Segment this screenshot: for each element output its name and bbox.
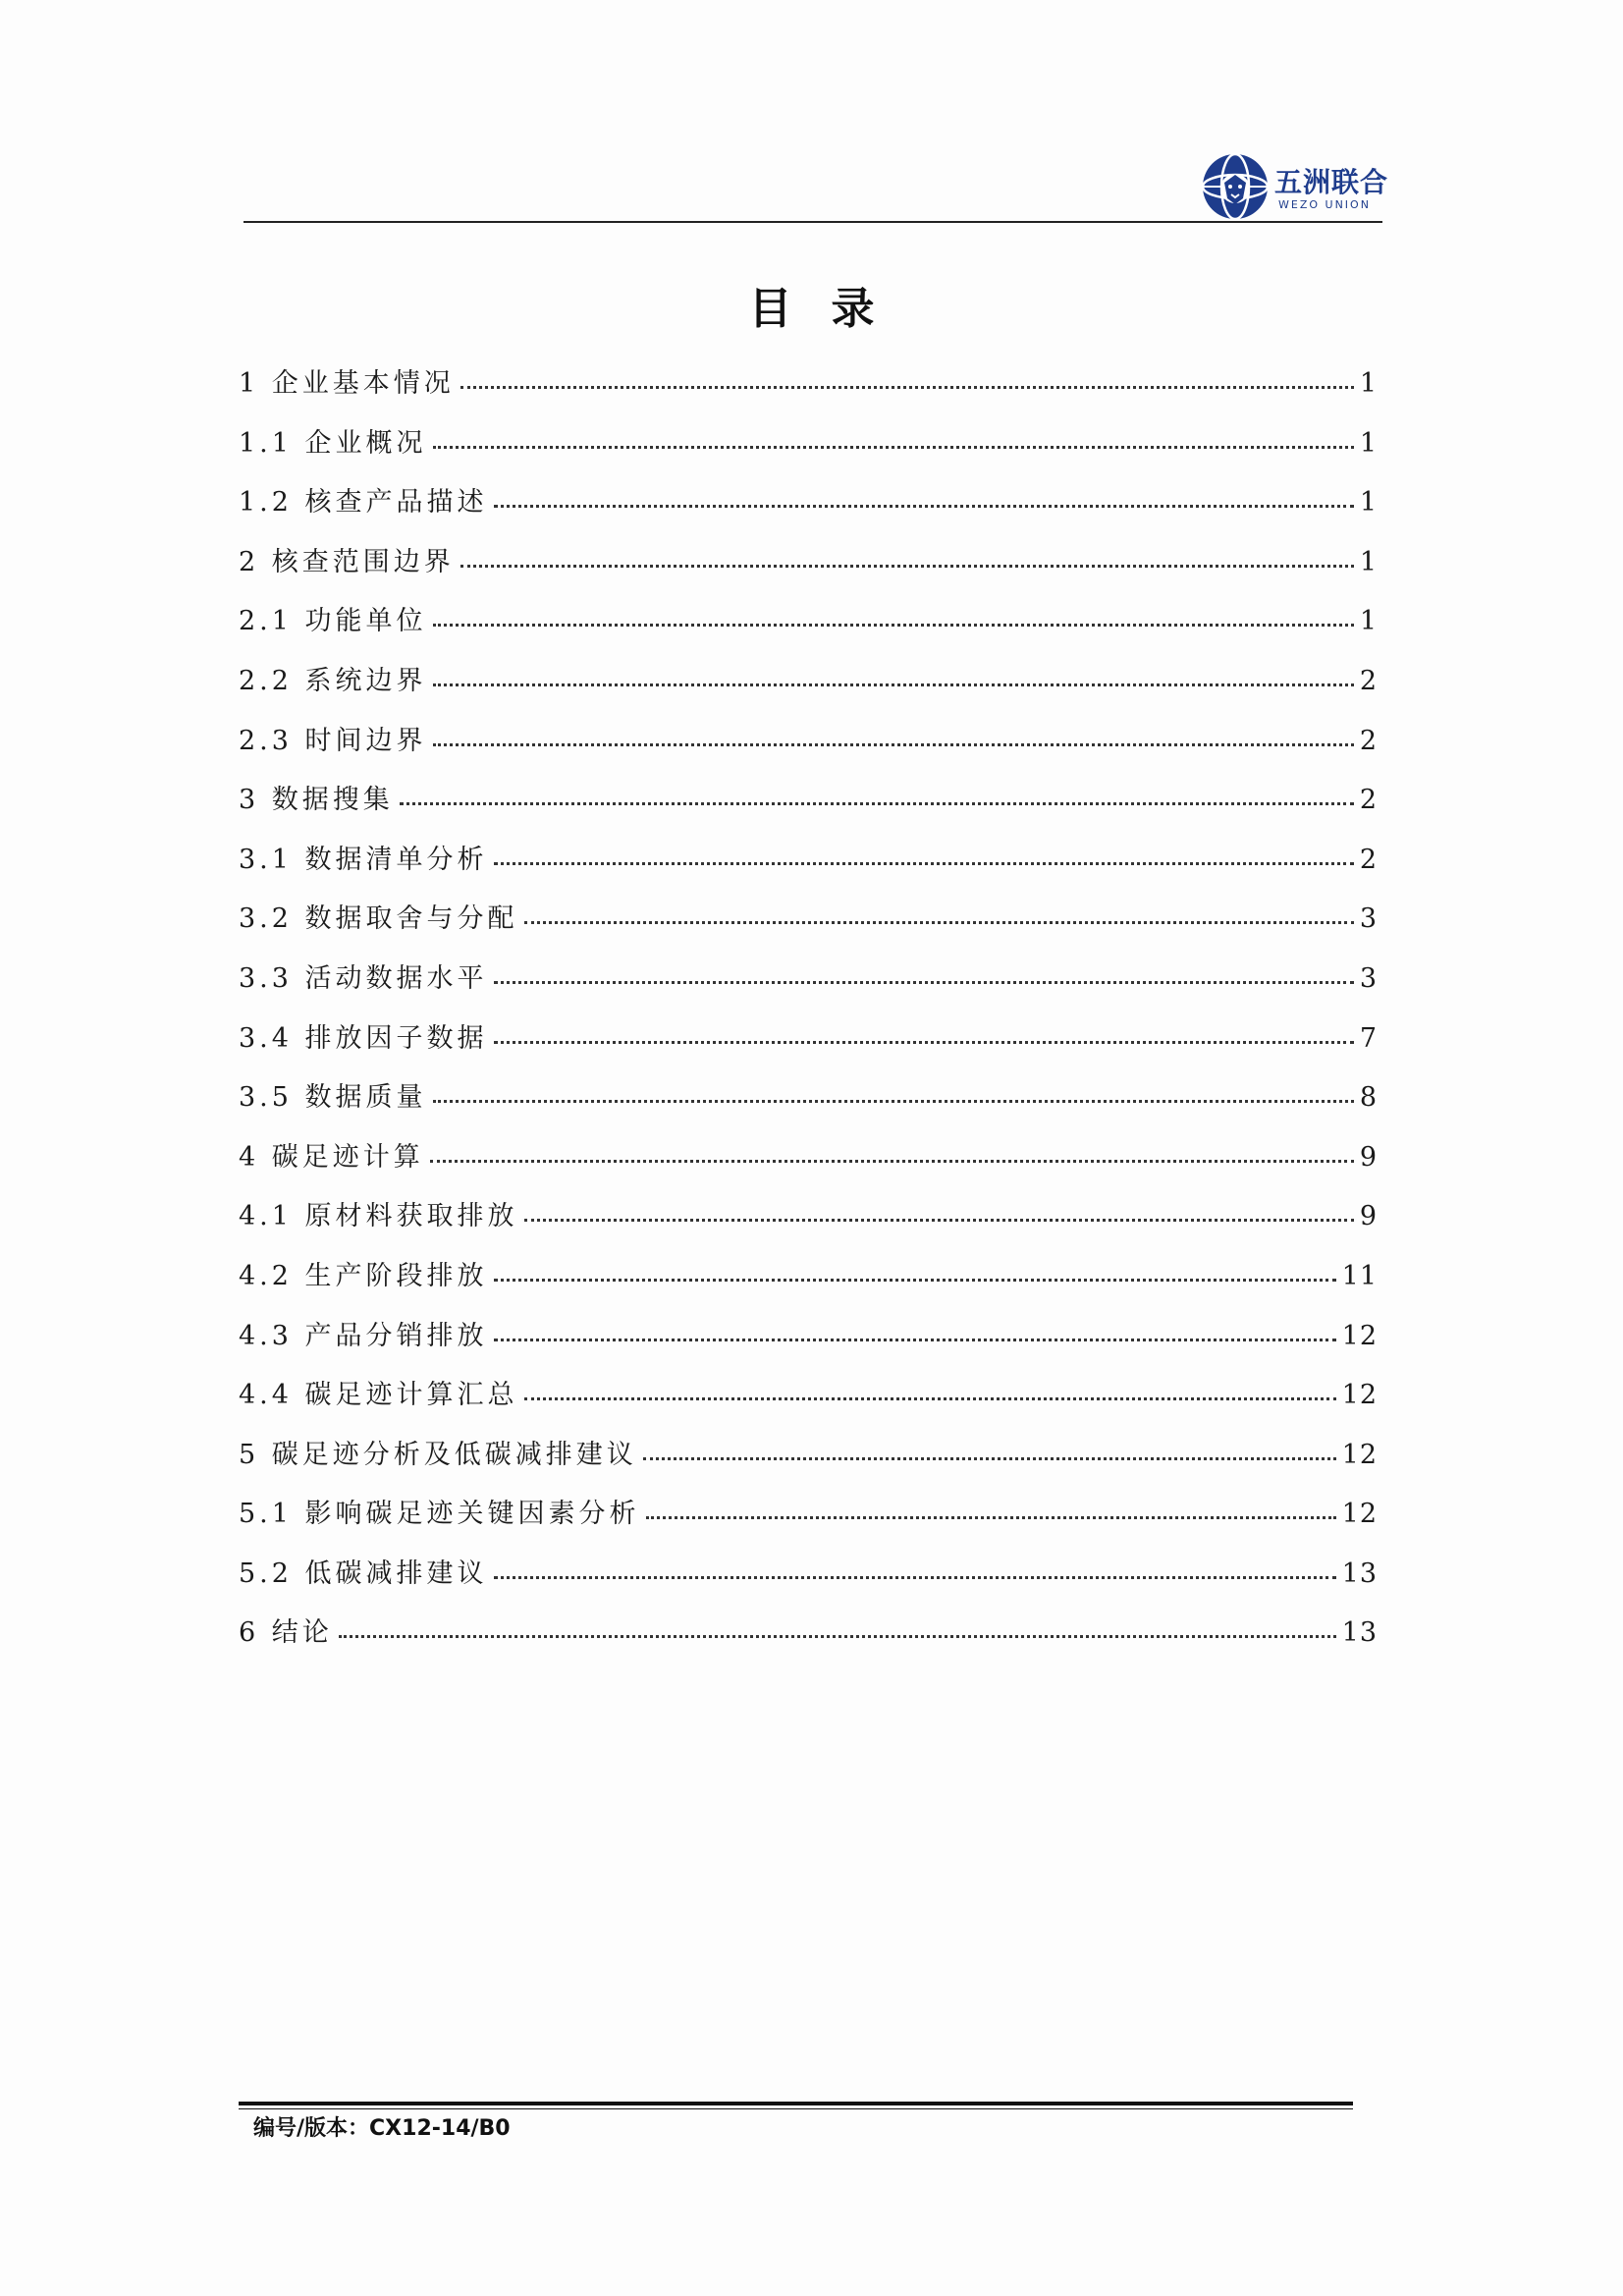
toc-entry[interactable] — [239, 659, 1378, 719]
toc-entry[interactable] — [239, 480, 1378, 540]
toc-entry-page-number: 2 — [1359, 725, 1378, 756]
toc-entry-page-number: 1 — [1359, 546, 1378, 577]
toc-dot-leader — [433, 683, 1354, 686]
toc-entry-label: 4.1 原材料获取排放 — [239, 1201, 518, 1232]
toc-entry[interactable] — [239, 838, 1378, 898]
toc-entry-page-number: 1 — [1359, 368, 1378, 399]
toc-entry-page-number: 13 — [1341, 1617, 1378, 1649]
table-of-contents — [239, 361, 1378, 1670]
toc-dot-leader — [494, 981, 1354, 984]
toc-entry-label: 4.4 碳足迹计算汇总 — [239, 1380, 518, 1411]
toc-entry-label: 6 结论 — [239, 1617, 333, 1649]
toc-entry[interactable] — [239, 1016, 1378, 1076]
toc-dot-leader — [494, 1576, 1336, 1579]
toc-entry[interactable] — [239, 1611, 1378, 1670]
toc-entry-page-number: 1 — [1359, 487, 1378, 519]
toc-entry[interactable] — [239, 361, 1378, 421]
toc-dot-leader — [433, 1100, 1354, 1103]
toc-entry-page-number: 8 — [1359, 1082, 1378, 1114]
toc-dot-leader — [460, 386, 1354, 389]
toc-dot-leader — [460, 565, 1354, 568]
toc-entry-page-number: 13 — [1341, 1558, 1378, 1589]
toc-entry-label: 3.1 数据清单分析 — [239, 844, 488, 875]
toc-dot-leader — [494, 1339, 1336, 1341]
toc-entry-label: 3.5 数据质量 — [239, 1082, 427, 1114]
company-logo — [1200, 147, 1389, 226]
globe-lion-icon — [1200, 151, 1271, 222]
toc-entry[interactable] — [239, 1135, 1378, 1195]
toc-entry-label: 3.2 数据取舍与分配 — [239, 903, 518, 935]
toc-entry-label: 5.1 影响碳足迹关键因素分析 — [239, 1499, 640, 1530]
toc-dot-leader — [433, 624, 1354, 627]
toc-dot-leader — [494, 505, 1354, 508]
toc-entry-label: 3.3 活动数据水平 — [239, 962, 488, 994]
toc-entry[interactable] — [239, 1492, 1378, 1552]
toc-dot-leader — [339, 1635, 1336, 1638]
toc-entry[interactable] — [239, 1075, 1378, 1135]
toc-entry-label: 2.2 系统边界 — [239, 665, 427, 696]
toc-entry-page-number: 12 — [1341, 1499, 1378, 1530]
toc-dot-leader — [433, 446, 1354, 449]
toc-entry-page-number: 2 — [1359, 785, 1378, 816]
toc-entry-label: 4.3 产品分销排放 — [239, 1320, 488, 1351]
logo-chinese-name: 五洲联合 — [1274, 166, 1389, 198]
toc-dot-leader — [494, 862, 1354, 865]
toc-dot-leader — [524, 1397, 1336, 1400]
toc-entry[interactable] — [239, 719, 1378, 779]
toc-entry-page-number: 1 — [1359, 606, 1378, 637]
toc-entry-label: 5.2 低碳减排建议 — [239, 1558, 488, 1589]
toc-entry-page-number: 2 — [1359, 844, 1378, 875]
toc-dot-leader — [494, 1279, 1336, 1282]
toc-dot-leader — [433, 743, 1354, 746]
toc-entry-page-number: 9 — [1359, 1141, 1378, 1173]
toc-dot-leader — [494, 1041, 1354, 1044]
toc-entry[interactable] — [239, 599, 1378, 659]
toc-entry-page-number: 3 — [1359, 903, 1378, 935]
toc-entry-label: 4 碳足迹计算 — [239, 1141, 424, 1173]
toc-dot-leader — [646, 1516, 1336, 1519]
document-code-version: 编号/版本：CX12-14/B0 — [253, 2116, 511, 2141]
toc-entry[interactable] — [239, 1314, 1378, 1374]
toc-entry-label: 4.2 生产阶段排放 — [239, 1260, 488, 1291]
toc-entry-label: 3.4 排放因子数据 — [239, 1022, 488, 1054]
toc-entry[interactable] — [239, 540, 1378, 600]
toc-entry-label: 1.2 核查产品描述 — [239, 487, 488, 519]
toc-entry-page-number: 11 — [1341, 1260, 1378, 1291]
toc-entry[interactable] — [239, 897, 1378, 957]
toc-entry[interactable] — [239, 778, 1378, 838]
logo-english-name: WEZO UNION — [1278, 198, 1371, 211]
toc-entry-label: 3 数据搜集 — [239, 785, 394, 816]
header-divider — [243, 221, 1382, 223]
toc-entry-label: 1.1 企业概况 — [239, 427, 427, 459]
page-title: 目录 — [748, 284, 914, 334]
toc-entry[interactable] — [239, 1552, 1378, 1612]
toc-entry[interactable] — [239, 957, 1378, 1016]
toc-dot-leader — [643, 1457, 1336, 1460]
toc-dot-leader — [524, 921, 1354, 924]
toc-entry-label: 2 核查范围边界 — [239, 546, 455, 577]
toc-entry-page-number: 1 — [1359, 427, 1378, 459]
toc-entry-page-number: 9 — [1359, 1201, 1378, 1232]
toc-dot-leader — [524, 1219, 1354, 1222]
toc-entry[interactable] — [239, 421, 1378, 481]
toc-entry-label: 1 企业基本情况 — [239, 368, 455, 399]
toc-entry-page-number: 12 — [1341, 1439, 1378, 1470]
toc-entry-label: 2.3 时间边界 — [239, 725, 427, 756]
toc-entry[interactable] — [239, 1194, 1378, 1254]
toc-entry-page-number: 12 — [1341, 1320, 1378, 1351]
footer-divider-thin — [239, 2108, 1353, 2109]
toc-entry[interactable] — [239, 1373, 1378, 1433]
toc-entry[interactable] — [239, 1433, 1378, 1493]
toc-entry-page-number: 3 — [1359, 962, 1378, 994]
toc-entry-label: 5 碳足迹分析及低碳减排建议 — [239, 1439, 637, 1470]
footer-divider-thick — [239, 2102, 1353, 2105]
toc-entry-page-number: 7 — [1359, 1022, 1378, 1054]
toc-entry-page-number: 2 — [1359, 665, 1378, 696]
toc-entry-page-number: 12 — [1341, 1380, 1378, 1411]
toc-entry-label: 2.1 功能单位 — [239, 606, 427, 637]
toc-dot-leader — [400, 802, 1354, 805]
toc-entry[interactable] — [239, 1254, 1378, 1314]
toc-dot-leader — [430, 1160, 1354, 1163]
